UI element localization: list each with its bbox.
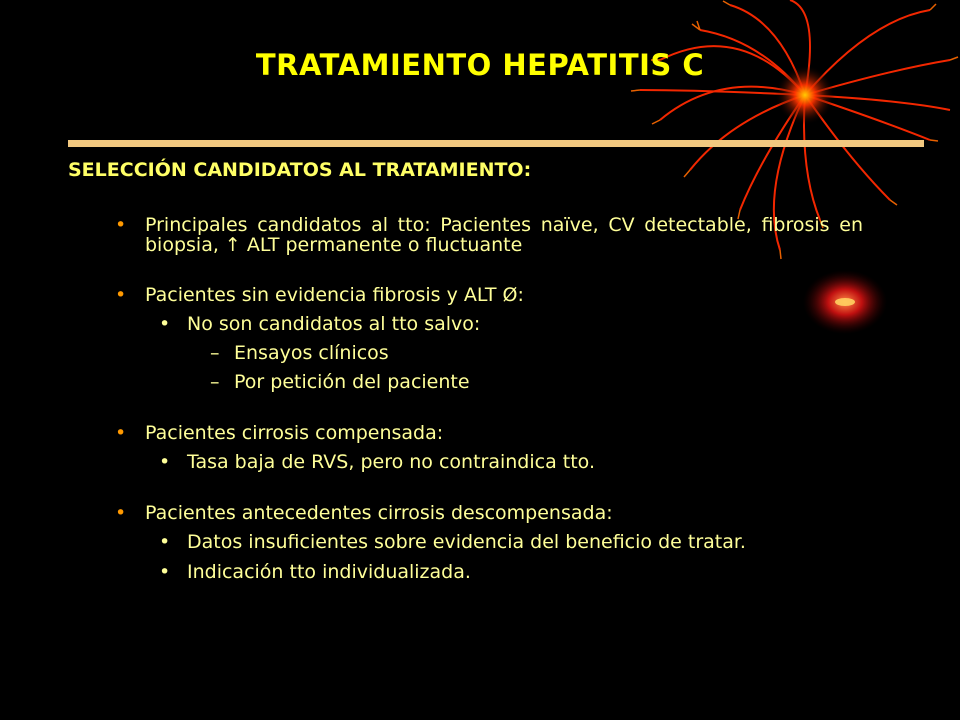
section-heading: SELECCIÓN CANDIDATOS AL TRATAMIENTO: bbox=[68, 159, 532, 181]
slide-title: TRATAMIENTO HEPATITIS C bbox=[255, 48, 705, 82]
bullet-item: • Principales candidatos al tto: Pacientes naïve, CV detectable, fibrosis en biopsia, ↑ ALT permanente o fluctuante bbox=[115, 215, 863, 255]
sub-sub-bullet-item: – Por petición del paciente bbox=[115, 371, 863, 393]
bullet-item: • Pacientes sin evidencia fibrosis y ALT Ø: bbox=[115, 285, 863, 305]
bullet-item: • Pacientes antecedentes cirrosis descompensada: bbox=[115, 503, 863, 523]
firework-burst bbox=[640, 0, 950, 250]
sub-bullet-item: • Indicación tto individualizada. bbox=[115, 561, 863, 583]
sub-sub-bullet-item: – Ensayos clínicos bbox=[115, 342, 863, 364]
bullet-item: • Pacientes cirrosis compensada: bbox=[115, 423, 863, 443]
title-divider bbox=[68, 140, 924, 147]
sub-bullet-item: • Datos insuficientes sobre evidencia del beneficio de tratar. bbox=[115, 531, 863, 553]
sub-bullet-item: • No son candidatos al tto salvo: bbox=[115, 313, 863, 335]
bullet-list bbox=[115, 215, 863, 583]
sub-bullet-item: • Tasa baja de RVS, pero no contraindica tto. bbox=[115, 451, 863, 473]
